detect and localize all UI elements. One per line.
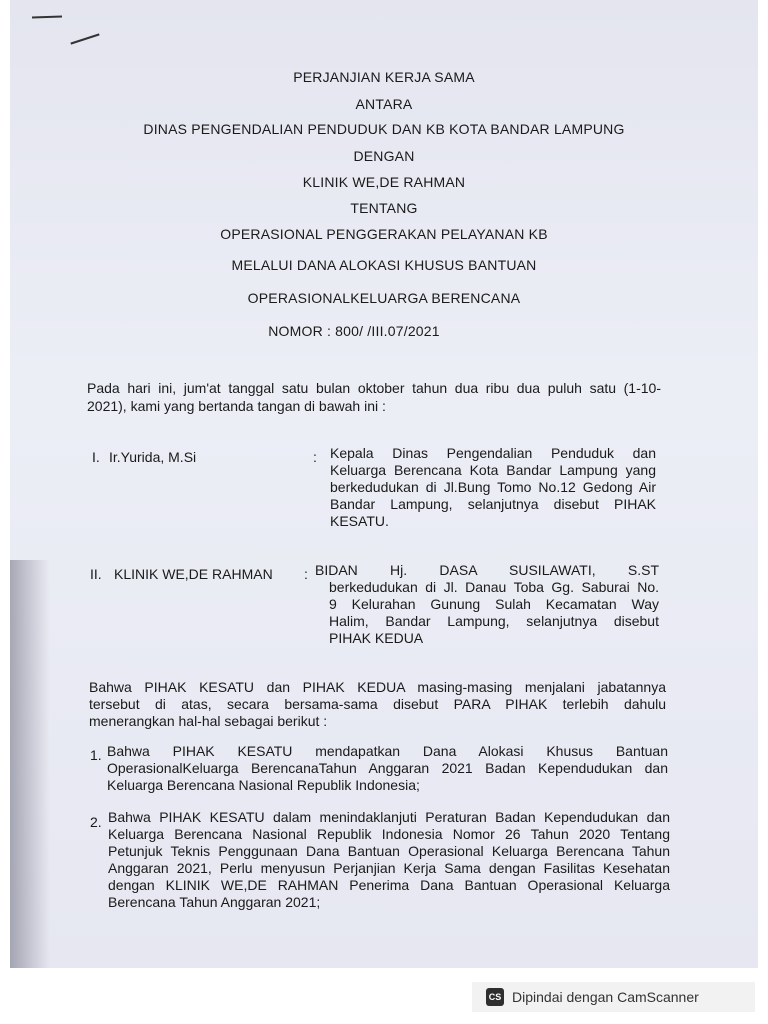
intro-line: Bahwa PIHAK KESATU dan PIHAK KEDUA masing-masing menjalani jabatannya xyxy=(89,679,666,695)
party-1-line: berkedudukan di Jl.Bung Tomo No.12 Gedong Air xyxy=(330,479,656,495)
party-2-line: berkedudukan di Jl. Danau Toba Gg. Saburai No. xyxy=(329,579,659,595)
party-1-separator: : xyxy=(313,449,317,465)
point-2-line: Petunjuk Teknis Penggunaan Dana Bantuan Operasional Keluarga Berencana Tahun xyxy=(108,843,670,859)
intro-line: tersebut di atas, secara bersama-sama disebut PARA PIHAK terlebih dahulu xyxy=(89,696,666,712)
party-2-line: PIHAK KEDUA xyxy=(329,630,424,646)
party-1-line: KESATU. xyxy=(330,513,389,529)
point-2-text xyxy=(108,809,670,911)
point-2-line: dengan KLINIK WE,DE RAHMAN Penerima Dana Bantuan Operasional Keluarga xyxy=(108,877,670,893)
scanned-page xyxy=(10,0,758,968)
camscanner-footer xyxy=(472,982,755,1012)
heading-subject3: OPERASIONALKELUARGA BERENCANA xyxy=(247,290,521,306)
point-2-line: Keluarga Berencana Nasional Republik Indonesia Nomor 26 Tahun 2020 Tentang xyxy=(108,826,670,842)
point-1-line: Bahwa PIHAK KESATU mendapatkan Dana Alokasi Khusus Bantuan xyxy=(107,743,668,759)
party-2-line: BIDAN Hj. DASA SUSILAWATI, S.ST xyxy=(315,562,659,578)
point-2-line: Bahwa PIHAK KESATU dalam menindaklanjuti Peraturan Badan Kependudukan dan xyxy=(108,809,670,825)
party-1-name: Ir.Yurida, M.Si xyxy=(109,449,197,465)
party-1-line: Kepala Dinas Pengendalian Penduduk dan xyxy=(330,445,656,461)
party-2-number: II. xyxy=(90,566,102,582)
party-2-separator: : xyxy=(304,566,308,582)
party-1-line: Bandar Lampung, selanjutnya disebut PIHAK xyxy=(330,496,656,512)
pen-mark xyxy=(32,15,62,18)
page-shadow xyxy=(10,560,50,968)
point-2-line: Anggaran 2021, Perlu menyusun Perjanjian Kerja Sama dengan Fasilitas Kesehatan xyxy=(108,860,670,876)
heading-subject2: MELALUI DANA ALOKASI KHUSUS BANTUAN xyxy=(231,257,537,273)
heading-about: TENTANG xyxy=(350,200,418,216)
heading-party1: DINAS PENGENDALIAN PENDUDUK DAN KB KOTA BANDAR LAMPUNG xyxy=(143,121,625,137)
heading-party2: KLINIK WE,DE RAHMAN xyxy=(302,174,466,190)
camscanner-label: Dipindai dengan CamScanner xyxy=(512,989,699,1005)
heading-with: DENGAN xyxy=(353,148,415,164)
point-1-number: 1. xyxy=(90,747,102,763)
party-1-number: I. xyxy=(92,449,100,465)
point-2-line: Berencana Tahun Anggaran 2021; xyxy=(108,894,321,910)
heading-subject1: OPERASIONAL PENGGERAKAN PELAYANAN KB xyxy=(220,226,548,242)
point-1-line: Keluarga Berencana Nasional Republik Indonesia; xyxy=(107,777,420,793)
point-1-text xyxy=(107,743,668,794)
party-1-line: Keluarga Berencana Kota Bandar Lampung yang xyxy=(330,462,656,478)
point-2-number: 2. xyxy=(90,814,102,830)
opening-line-2: 2021), kami yang bertanda tangan di bawah ini : xyxy=(87,398,386,414)
document-number: NOMOR : 800/ /III.07/2021 xyxy=(268,323,440,339)
intro-line: menerangkan hal-hal sebagai berikut : xyxy=(89,713,328,729)
intro-paragraph xyxy=(89,679,666,730)
opening-line-1: Pada hari ini, jum'at tanggal satu bulan oktober tahun dua ribu dua puluh satu (1-10- xyxy=(87,380,661,396)
party-1-description xyxy=(330,445,656,530)
camscanner-logo-icon: CS xyxy=(486,988,504,1006)
agreement-title: PERJANJIAN KERJA SAMA xyxy=(293,69,475,85)
party-2-line: Halim, Bandar Lampung, selanjutnya disebut xyxy=(329,613,659,629)
party-2-line: 9 Kelurahan Gunung Sulah Kecamatan Way xyxy=(329,596,659,612)
pen-mark xyxy=(70,33,99,44)
party-2-description xyxy=(315,562,659,647)
party-2-name: KLINIK WE,DE RAHMAN xyxy=(114,566,273,582)
point-1-line: OperasionalKeluarga BerencanaTahun Anggaran 2021 Badan Kependudukan dan xyxy=(107,760,668,776)
heading-between: ANTARA xyxy=(355,96,413,112)
